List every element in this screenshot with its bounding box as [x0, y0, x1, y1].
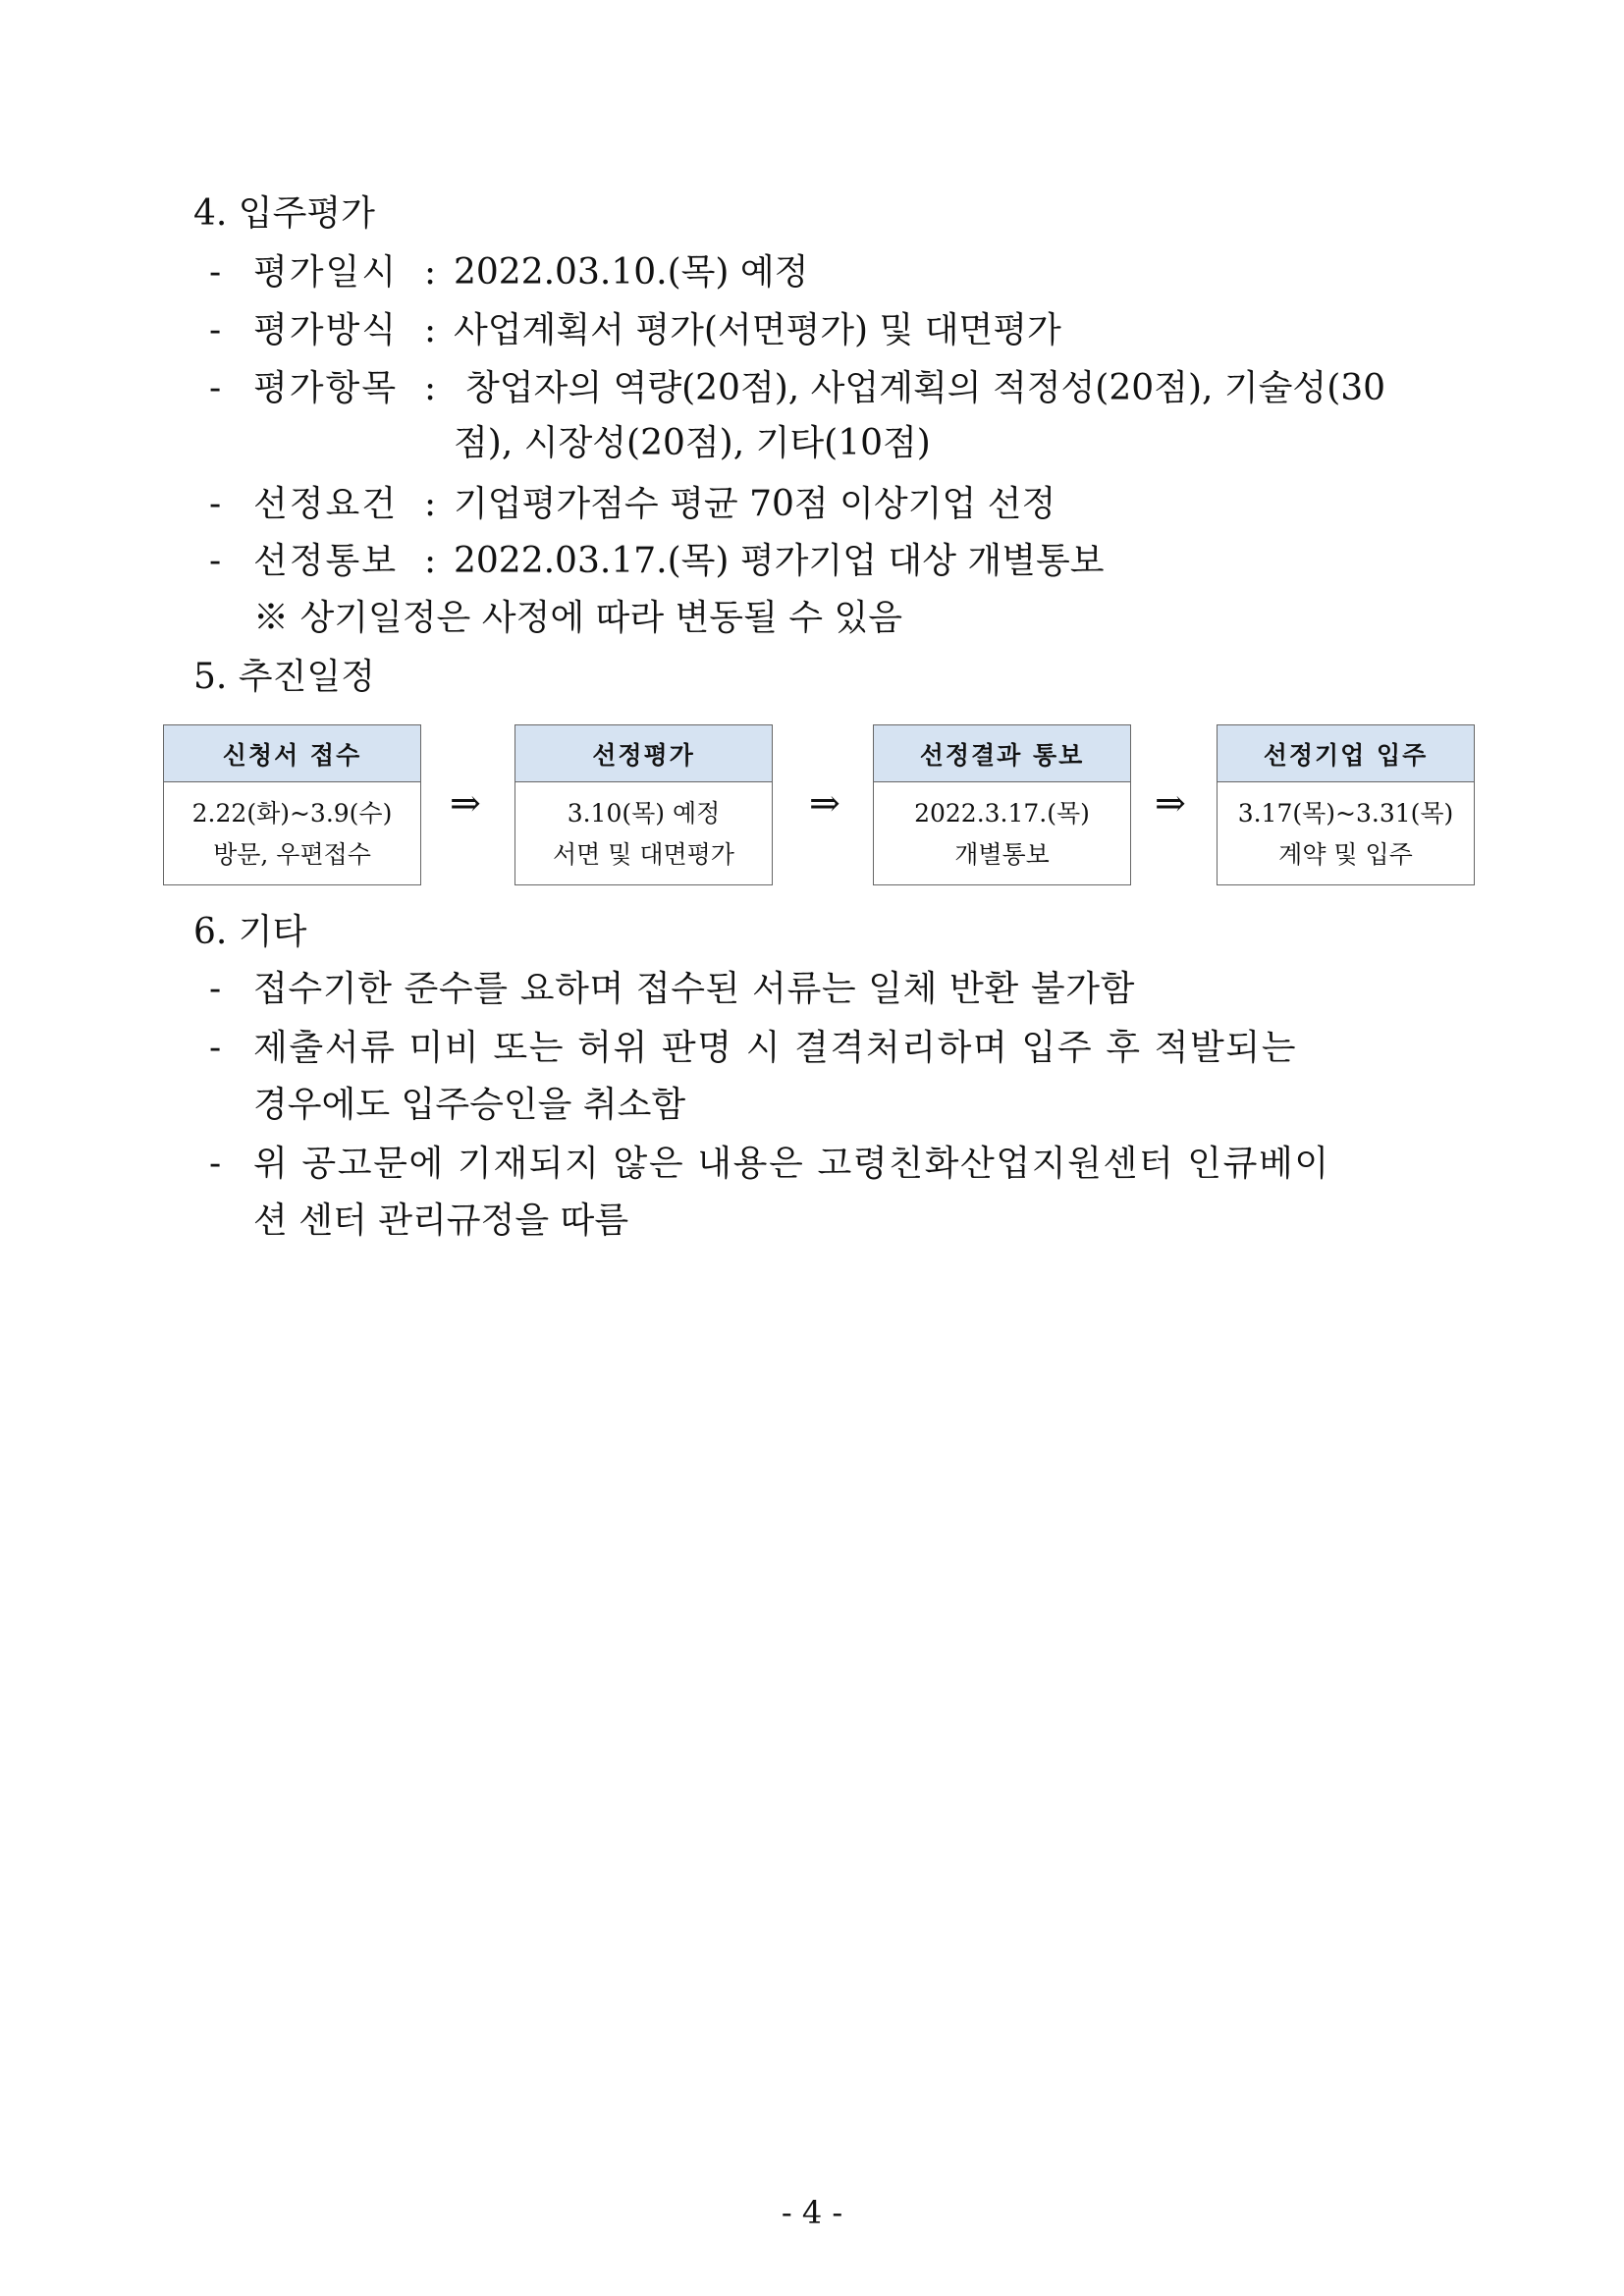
step-date: 2.22(화)~3.9(수) — [191, 798, 393, 828]
etc-text-cont: 경우에도 입주승인을 취소함 — [253, 1085, 686, 1125]
section-5-title: 5. 추진일정 — [193, 657, 375, 697]
eval-value-method: 사업계획서 평가(서면평가) 및 대면평가 — [454, 310, 1061, 350]
arrow-right-icon: ⇒ — [1155, 781, 1186, 825]
step-desc: 개별통보 — [954, 839, 1050, 869]
eval-label-date: 평가일시 — [253, 252, 399, 293]
eval-label-notice: 선정통보 — [253, 541, 399, 581]
step-body — [1218, 782, 1474, 885]
dash: - — [209, 310, 222, 350]
eval-value-date: 2022.03.10.(목) 예정 — [454, 252, 809, 293]
schedule-note: ※ 상기일정은 사정에 따라 변동될 수 있음 — [253, 598, 903, 638]
step-date: 3.17(목)~3.31(목) — [1237, 798, 1454, 828]
step-header: 신청서 접수 — [164, 725, 420, 782]
step-body — [164, 782, 420, 885]
schedule-step-application — [163, 724, 421, 885]
dash: - — [209, 252, 222, 293]
etc-text: 제출서류 미비 또는 허위 판명 시 결격처리하며 입주 후 적발되는 — [253, 1028, 1298, 1068]
eval-label-requirement: 선정요건 — [253, 484, 399, 524]
step-header: 선정기업 입주 — [1218, 725, 1474, 782]
step-desc: 방문, 우편접수 — [213, 839, 371, 869]
eval-value-notice: 2022.03.17.(목) 평가기업 대상 개별통보 — [454, 541, 1105, 581]
schedule-step-move-in — [1217, 724, 1475, 885]
etc-text: 접수기한 준수를 요하며 접수된 서류는 일체 반환 불가함 — [253, 969, 1135, 1009]
dash: - — [209, 1028, 222, 1068]
dash: - — [209, 1144, 222, 1184]
schedule-step-evaluation — [514, 724, 773, 885]
step-date: 3.10(목) 예정 — [567, 798, 721, 828]
eval-value-criteria-cont: 점), 시장성(20점), 기타(10점) — [454, 423, 931, 463]
etc-text-cont: 션 센터 관리규정을 따름 — [253, 1201, 629, 1241]
etc-text: 위 공고문에 기재되지 않은 내용은 고령친화산업지원센터 인큐베이 — [253, 1144, 1330, 1184]
section-4-title: 4. 입주평가 — [193, 193, 375, 234]
colon: : — [424, 252, 437, 293]
step-date: 2022.3.17.(목) — [914, 798, 1090, 828]
section-6-title: 6. 기타 — [193, 912, 307, 952]
colon: : — [424, 310, 437, 350]
page-number: - 4 - — [781, 2194, 843, 2231]
step-header: 선정결과 통보 — [874, 725, 1130, 782]
arrow-right-icon: ⇒ — [809, 781, 840, 825]
eval-label-criteria: 평가항목 — [253, 368, 399, 408]
step-body — [874, 782, 1130, 885]
eval-label-method: 평가방식 — [253, 310, 399, 350]
dash: - — [209, 541, 222, 581]
colon: : — [424, 484, 437, 524]
step-desc: 서면 및 대면평가 — [553, 839, 734, 869]
eval-value-criteria: 창업자의 역량(20점), 사업계획의 적정성(20점), 기술성(30 — [465, 368, 1386, 408]
colon: : — [424, 368, 437, 408]
dash: - — [209, 969, 222, 1009]
dash: - — [209, 368, 222, 408]
arrow-right-icon: ⇒ — [450, 781, 481, 825]
schedule-step-result — [873, 724, 1131, 885]
colon: : — [424, 541, 437, 581]
step-body — [515, 782, 772, 885]
eval-value-requirement: 기업평가점수 평균 70점 이상기업 선정 — [454, 484, 1056, 524]
step-desc: 계약 및 입주 — [1278, 839, 1413, 869]
step-header: 선정평가 — [515, 725, 772, 782]
dash: - — [209, 484, 222, 524]
